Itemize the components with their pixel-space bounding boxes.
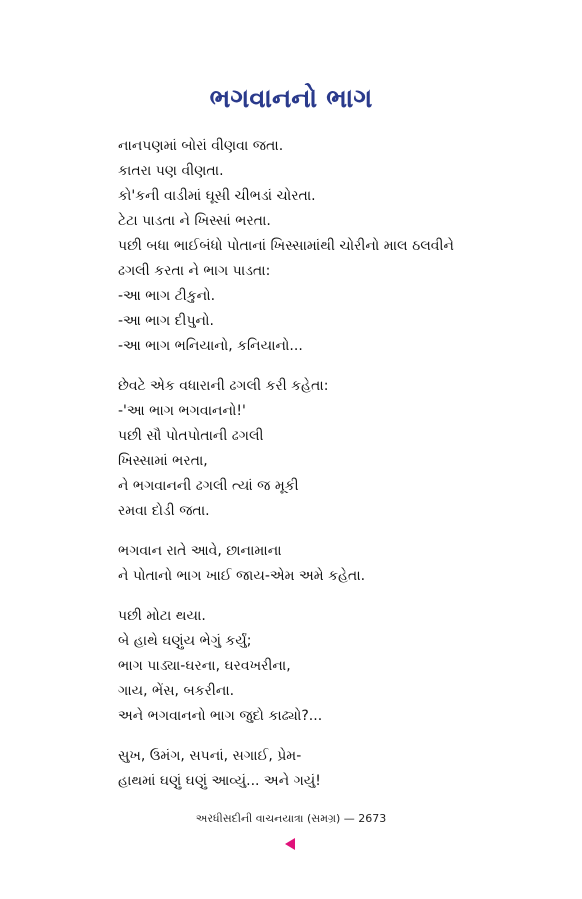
poem-line: ગાય, ભેંસ, બકરીના. — [118, 683, 235, 699]
poem-line: -આ ભાગ દીપુનો. — [118, 313, 214, 329]
stanza-5 — [118, 744, 558, 794]
triangle-left-icon[interactable] — [285, 838, 295, 850]
stanza-1 — [118, 134, 558, 359]
poem-line: -આ ભાગ ભનિયાનો, કનિયાનો... — [118, 338, 303, 354]
stanza-2 — [118, 374, 558, 524]
stanza-3 — [118, 539, 558, 589]
poem-line: ને પોતાનો ભાગ ખાઈ જાય-એમ અમે કહેતા. — [118, 568, 366, 584]
poem-line: ટેટા પાડતા ને ખિસ્સાં ભરતા. — [118, 213, 271, 229]
poem-line: અને ભગવાનનો ભાગ જુદો કાઢ્યો?... — [118, 708, 323, 724]
poem-line: પછી બધા ભાઈબંધો પોતાનાં ખિસ્સામાંથી ચોરીનો માલ ઠલવીને — [118, 238, 454, 254]
stanza-4 — [118, 604, 558, 729]
poem-line: ઢગલી કરતા ને ભાગ પાડતા: — [118, 263, 271, 279]
page-title: ભગવાનનો ભાગ — [209, 84, 373, 114]
poem-line: ભગવાન રાતે આવે, છાનામાના — [118, 543, 282, 559]
poem-line: રમવા દોડી જતા. — [118, 503, 210, 519]
poem-line: ખિસ્સામાં ભરતા, — [118, 453, 208, 469]
page-footer: અરધીસદીની વાચનયાત્રા (સમગ્ર) — 2673 — [195, 812, 387, 825]
poem-line: સુખ, ઉમંગ, સપનાં, સગાઈ, પ્રેમ- — [118, 748, 302, 764]
poem-line: બે હાથે ઘણુંય ભેગું કર્યું; — [118, 633, 252, 649]
poem — [118, 134, 558, 809]
poem-line: પછી મોટા થયા. — [118, 608, 206, 624]
poem-line: પછી સૌ પોતપોતાની ઢગલી — [118, 428, 264, 444]
poem-line: -આ ભાગ ટીકુનો. — [118, 288, 216, 304]
poem-line: ભાગ પાડ્યા-ઘરના, ઘરવખરીના, — [118, 658, 291, 674]
poem-line: નાનપણમાં બોરાં વીણવા જતા. — [118, 138, 284, 154]
poem-line: ને ભગવાનની ઢગલી ત્યાં જ મૂકી — [118, 478, 299, 494]
poem-line: છેવટે એક વધારાની ઢગલી કરી કહેતા: — [118, 378, 329, 394]
poem-line: કો'કની વાડીમાં ઘૂસી ચીભડાં ચોરતા. — [118, 188, 316, 204]
poem-line: કાતરા પણ વીણતા. — [118, 163, 224, 179]
poem-line: -'આ ભાગ ભગવાનનો!' — [118, 403, 246, 419]
poem-line: હાથમાં ઘણું ઘણું આવ્યું... અને ગયું! — [118, 773, 321, 789]
